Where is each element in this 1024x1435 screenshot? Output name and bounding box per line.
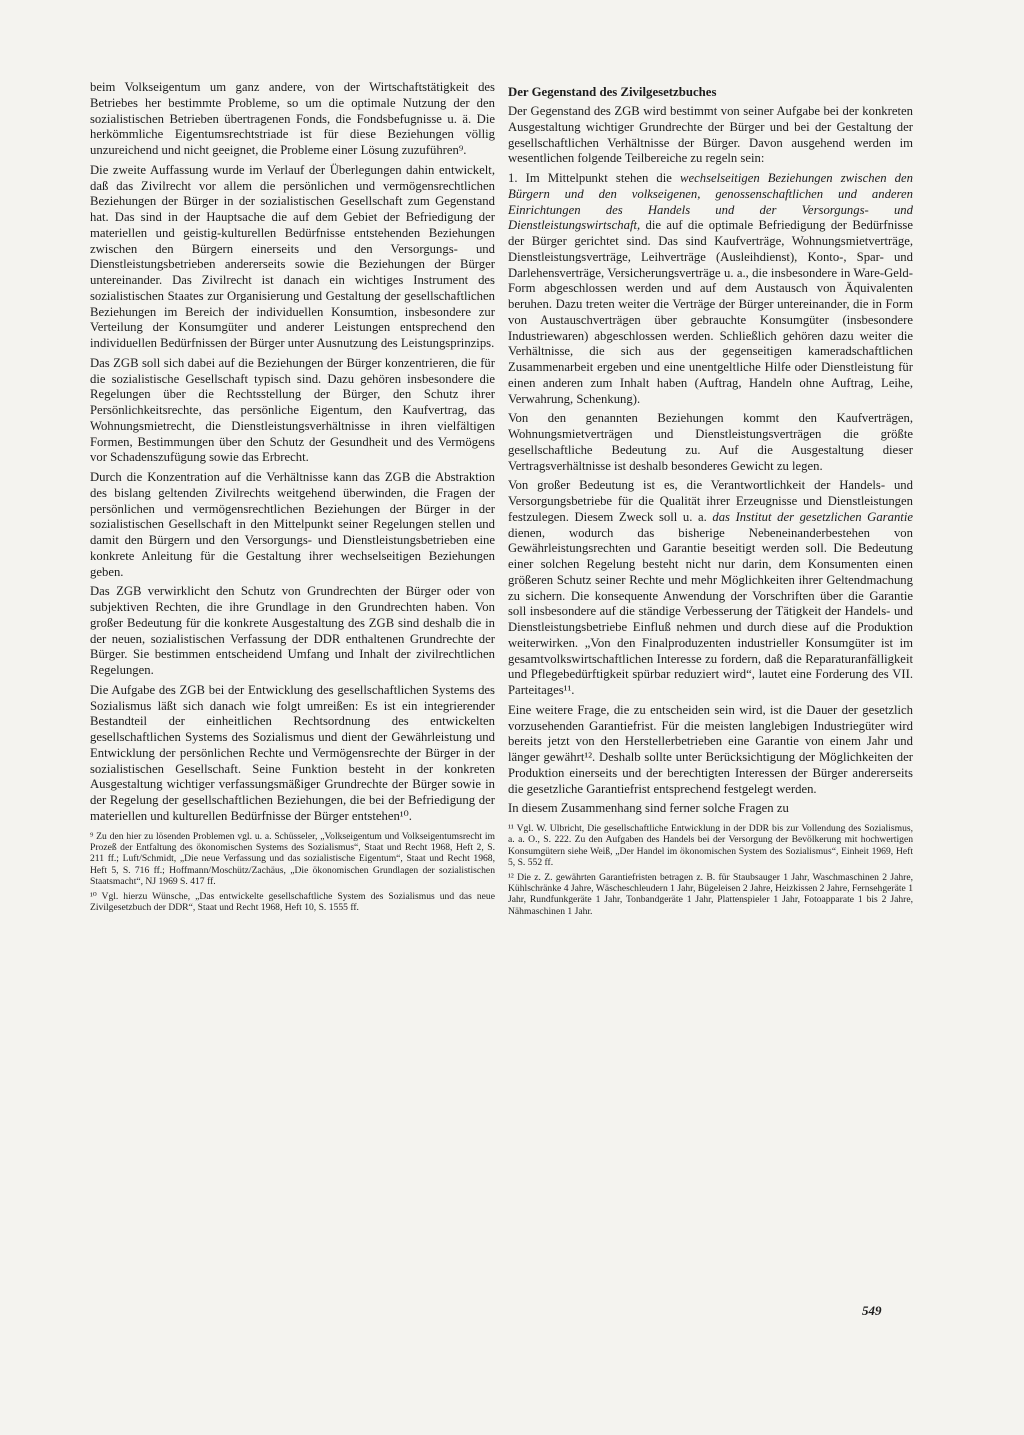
footnote: ¹⁰ Vgl. hierzu Wünsche, „Das entwickelte gesellschaftliche System des Sozialismus und das neue Zivilgesetzbuch der DDR“, Staat und Recht 1968, Heft 10, S. 1555 ff.: [90, 890, 495, 913]
footnote: ⁹ Zu den hier zu lösenden Problemen vgl. u. a. Schüsseler, „Volkseigentum und Volkseigentumsrecht im Prozeß der Entfaltung des ökonomischen Systems des Sozialismus“, Staat und Recht 1968, Heft 2, S. 211 ff.; Luft/Schmidt, „Die neue Verfassung und das sozialistische Eigentum“, Staat und Recht 1968, Heft 5, S. 716 ff.; Hoffmann/Moschütz/Zachäus, „Die ökonomischen Grundlagen der sozialistischen Staatsmacht“, NJ 1969 S. 417 ff.: [90, 830, 495, 888]
paragraph: Durch die Konzentration auf die Verhältnisse kann das ZGB die Abstraktion des bislang geltenden Zivilrechts weitgehend überwinden, die Fragen der persönlichen und vermögensrechtlichen Beziehungen der Bürger in der sozialistischen Gesellschaft in den Mittelpunkt seiner Regelungen stellen und damit den Bürgern und den Versorgungs- und Dienstleistungsbetrieben eine konkrete Anleitung für die Gestaltung ihrer wechselseitigen Beziehungen geben.: [90, 470, 495, 579]
paragraph: Das ZGB verwirklicht den Schutz von Grundrechten der Bürger oder von subjektiven Rechten, die ihre Grundlage in den Grundrechten haben. Von großer Bedeutung für die konkrete Ausgestaltung des ZGB sind deshalb die in der neuen, sozialistischen Verfassung der DDR enthaltenen Grundrechte der Bürger. Sie bestimmen entscheidend Umfang und Inhalt der zivilrechtlichen Regelungen.: [90, 584, 495, 677]
paragraph: In diesem Zusammenhang sind ferner solche Fragen zu: [508, 801, 789, 816]
footnotes: [508, 823, 913, 917]
paragraph: Der Gegenstand des ZGB wird bestimmt von seiner Aufgabe bei der konkreten Ausgestaltung wichtiger Grundrechte der Bürger und bei der Gestaltung der gesellschaftlichen Verhältnisse der Bürger. Davon ausgehend werden im wesentlichen folgende Teilbereiche zu regeln sein:: [508, 104, 913, 166]
garantie-rest: dienen, wodurch das bisherige Nebeneinanderbestehen von Gewährleistungsrechten und Garantie beseitigt werden soll. Die Bedeutung einer solchen Regelung besteht nicht nur darin, dem Konsumenten einen größeren Schutz seiner Rechte und mehr Möglichkeiten ihrer Geltendmachung zu sichern. Die konsequente Anwendung der Vorschriften über die Garantie soll insbesondere auf die ständige Verbesserung der Tätigkeit der Handels- und Dienstleistungsbetriebe Einfluß nehmen und durch diese auf die Produktion weiterwirken. „Von den Finalproduzenten industrieller Konsumgüter ist im gesamtvolkswirtschaftlichen Interesse zu fordern, daß die Reparaturanfälligkeit und Pflegebedürftigkeit spürbar reduziert wird“, lautet eine Forderung des VII. Parteitages¹¹.: [508, 525, 913, 697]
garantie-emphasis: das Institut der gesetzlichen Garantie: [712, 509, 913, 524]
garantie-lead: Von großer Bedeutung ist es, die Verantwortlichkeit der Handels- und Versorgungsbetriebe für die Qualität ihrer Erzeugnisse und Dienstleistungen festzulegen. Diesem Zweck soll u. a.: [508, 478, 913, 524]
footnote: ¹² Die z. Z. gewährten Garantiefristen betragen z. B. für Staubsauger 1 Jahr, Waschmaschinen 2 Jahre, Kühlschränke 4 Jahre, Wäscheschleudern 1 Jahr, Bügeleisen 2 Jahre, Heizkissen 2 Jahre, Fernsehgeräte 1 Jahr, Rundfunkgeräte 1 Jahr, Tonbandgeräte 1 Jahr, Plattenspieler 1 Jahr, Fotoapparate 1 bis 2 Jahre, Nähmaschinen 1 Jahr.: [508, 871, 913, 917]
item-lead: 1. Im Mittelpunkt stehen die: [508, 171, 681, 185]
left-column: [90, 80, 495, 916]
paragraph-garantie: [508, 478, 913, 699]
paragraph: Die Aufgabe des ZGB bei der Entwicklung des gesellschaftlichen Systems des Sozialismus läßt sich danach wie folgt umreißen: Es ist ein integrierender Bestandteil der einheitlichen Rechtsordnung des entwickelten gesellschaftlichen Systems des Sozialismus und dient der Gewährleistung und Entwicklung der persönlichen Rechte und Vermögensrechte der Bürger in der sozialistischen Gesellschaft. Seine Funktion besteht in der konkreten Ausgestaltung wichtiger verfassungsmäßiger Grundrechte der Bürger sowie in der Regelung der gesellschaftlichen Beziehungen, die bei der Befriedigung der materiellen und kulturellen Bedürfnisse der Bürger entstehen¹⁰.: [90, 682, 495, 823]
paragraph-item-1: [508, 171, 913, 407]
footnotes: [90, 831, 495, 914]
paragraph: Das ZGB soll sich dabei auf die Beziehungen der Bürger konzentrieren, die für die sozialistische Gesellschaft typisch sind. Dazu gehören insbesondere die Regelungen über die Rechtsstellung der Bürger, den Schutz ihrer Persönlichkeitsrechte, das persönliche Eigentum, den Kaufvertrag, das Wohnungsmietrecht, die Dienstleistungsverhältnisse in ihren vielfältigen Formen, Bestimmungen über den Schutz der Gesundheit und des Vermögens vor Schadenszufügung sowie das Erbrecht.: [90, 355, 495, 465]
paragraph: Die zweite Auffassung wurde im Verlauf der Überlegungen dahin entwickelt, daß das Zivilrecht vor allem die persönlichen und vermögensrechtlichen Beziehungen der Bürger in der sozialistischen Gesellschaft zum Gegenstand hat. Das sind in der Hauptsache die auf dem Gebiet der Befriedigung der materiellen und geistig-kulturellen Bedürfnisse entstehenden Beziehungen zwischen den Bürgern einerseits und den Versorgungs- und Dienstleistungsbetrieben andererseits sowie die Beziehungen der Bürger untereinander. Das Zivilrecht ist danach ein wichtiges Instrument des sozialistischen Staates zur Organisierung und Gestaltung der gesellschaftlichen Beziehungen im Bereich der individuellen Konsumtion, insbesondere zur Verteilung der Konsumgüter und anderer Leistungen entsprechend den individuellen Bedürfnissen der Bürger unter Ausnutzung des Leistungsprinzips.: [90, 162, 495, 350]
footnote: ¹¹ Vgl. W. Ulbricht, Die gesellschaftliche Entwicklung in der DDR bis zur Vollendung des Sozialismus, a. a. O., S. 222. Zu den Aufgaben des Handels bei der Versorgung der Bevölkerung mit hochwertigen Konsumgütern siehe Weiß, „Der Handel im ökonomischen System des Sozialismus“, Einheit 1969, Heft 5, S. 552 ff.: [508, 823, 913, 869]
paragraph: Von den genannten Beziehungen kommt den Kaufverträgen, Wohnungsmietverträgen und Dienstleistungsverträgen die größte gesellschaftliche Bedeutung zu. Auf die Ausgestaltung dieser Vertragsverhältnisse ist deshalb besonderes Gewicht zu legen.: [508, 411, 913, 473]
right-column: [508, 84, 913, 920]
section-heading: Der Gegenstand des Zivilgesetzbuches: [508, 85, 717, 99]
paragraph: Eine weitere Frage, die zu entscheiden sein wird, ist die Dauer der gesetzlich vorzusehenden Garantiefrist. Für die meisten langlebigen Industriegüter wird bereits jetzt von den Herstellerbetrieben eine Garantie von einem Jahr und länger gewährt¹². Deshalb sollte unter Berücksichtigung der Möglichkeiten der Produktion einerseits und der berechtigten Interessen der Bürger andererseits die gesetzliche Garantiefrist entsprechend festgelegt werden.: [508, 702, 913, 796]
page-number: 549: [862, 1303, 882, 1318]
item-emphasis: wechselseitigen Beziehungen zwischen den Bürgern und den volkseigenen, genossenschaftlichen und anderen Einrichtungen des Handels und der Versorgungs- und Dienstleistungswirtschaft,: [508, 171, 913, 233]
item-rest: die auf die optimale Befriedigung der Bedürfnisse der Bürger gerichtet sind. Das sind Kaufverträge, Wohnungsmietverträge, Dienstleistungsverträge, Leihverträge (Ausleihdienst), Konto-, Spar- und Darlehensverträge, Versicherungsverträge u. a., die insbesondere in Ware-Geld-Form abgeschlossen werden und auf dem Austausch von Äquivalenten beruhen. Dazu treten weiter die Verträge der Bürger untereinander, die in Form von Austauschverträgen über gebrauchte Konsumgüter (insbesondere Industriewaren) abgeschlossen werden. Schließlich gehören dazu weiter die Verhältnisse, die sich aus der gegenseitigen kameradschaftlichen Zusammenarbeit ergeben und eine unentgeltliche Hilfe oder Dienstleistung für einen anderen zum Inhalt haben (Auftrag, Handeln ohne Auftrag, Leihe, Verwahrung, Schenkung).: [508, 218, 913, 406]
paragraph: beim Volkseigentum um ganz andere, von der Wirtschaftstätigkeit des Betriebes her bestimmte Probleme, so um die optimale Nutzung der den sozialistischen Betrieben übertragenen Fonds, die Fondsbefugnisse u. ä. Die herkömmliche Eigentumsrechtstriade ist für diese Beziehungen völlig unzureichend und nicht geeignet, die Probleme einer Lösung zuzuführen⁹.: [90, 80, 495, 157]
